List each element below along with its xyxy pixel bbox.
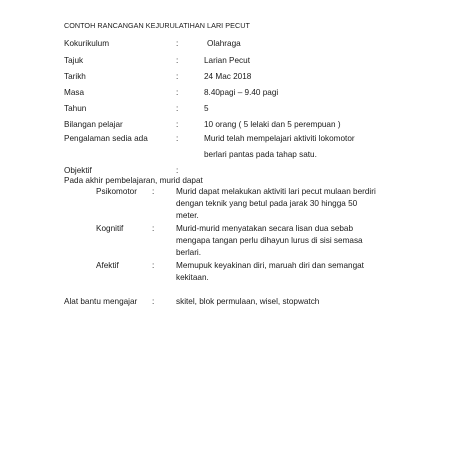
field-value-masa: 8.40pagi – 9.40 pagi [204, 88, 279, 97]
field-value-pengalaman-line: Murid telah mempelajari aktiviti lokomotor [204, 134, 355, 143]
domain-label-afektif: Afektif [96, 261, 119, 270]
field-value-kokurikulum: Olahraga [207, 39, 241, 48]
field-value-bilangan-pelajar: 10 orang ( 5 lelaki dan 5 perempuan ) [204, 120, 341, 129]
domain-text-line: berlari. [176, 248, 202, 257]
domain-text-line: Memupuk keyakinan diri, maruah diri dan semangat [176, 261, 364, 270]
domain-colon: : [152, 224, 155, 233]
field-colon: : [176, 120, 179, 129]
objektif-colon: : [176, 166, 179, 175]
field-value-tarikh: 24 Mac 2018 [204, 72, 252, 81]
field-colon: : [176, 39, 179, 48]
field-value-tahun: 5 [204, 104, 209, 113]
objektif-intro: Pada akhir pembelajaran, murid dapat [64, 176, 203, 185]
field-label-tajuk: Tajuk [64, 56, 84, 65]
field-label-masa: Masa [64, 88, 85, 97]
field-value-tajuk: Larian Pecut [204, 56, 250, 65]
domain-colon: : [152, 261, 155, 270]
domain-text-line: Murid dapat melakukan aktiviti lari pecut mulaan berdiri [176, 187, 376, 196]
domain-text-line: kekitaan. [176, 273, 209, 282]
domain-label-psikomotor: Psikomotor [96, 187, 137, 196]
alat-bantu-label: Alat bantu mengajar [64, 297, 138, 306]
field-colon: : [176, 56, 179, 65]
objektif-label: Objektif [64, 166, 92, 175]
field-label-pengalaman: Pengalaman sedia ada [64, 134, 148, 143]
domain-text-line: Murid-murid menyatakan secara lisan dua sebab [176, 224, 354, 233]
field-label-bilangan-pelajar: Bilangan pelajar [64, 120, 123, 129]
field-label-tahun: Tahun [64, 104, 87, 113]
domain-colon: : [152, 187, 155, 196]
domain-text-line: dengan teknik yang betul pada jarak 30 hingga 50 [176, 199, 358, 208]
domain-label-kognitif: Kognitif [96, 224, 124, 233]
document-title: CONTOH RANCANGAN KEJURULATIHAN LARI PECUT [64, 21, 250, 30]
field-colon: : [176, 72, 179, 81]
domain-text-line: mengapa tangan perlu dihayun lurus di sisi semasa [176, 236, 363, 245]
alat-bantu-colon: : [152, 297, 155, 306]
field-value-pengalaman-line: berlari pantas pada tahap satu. [204, 150, 317, 159]
field-colon: : [176, 134, 179, 143]
field-label-tarikh: Tarikh [64, 72, 86, 81]
domain-text-line: meter. [176, 211, 199, 220]
alat-bantu-value: skitel, blok permulaan, wisel, stopwatch [176, 297, 320, 306]
field-colon: : [176, 104, 179, 113]
field-label-kokurikulum: Kokurikulum [64, 39, 110, 48]
field-colon: : [176, 88, 179, 97]
